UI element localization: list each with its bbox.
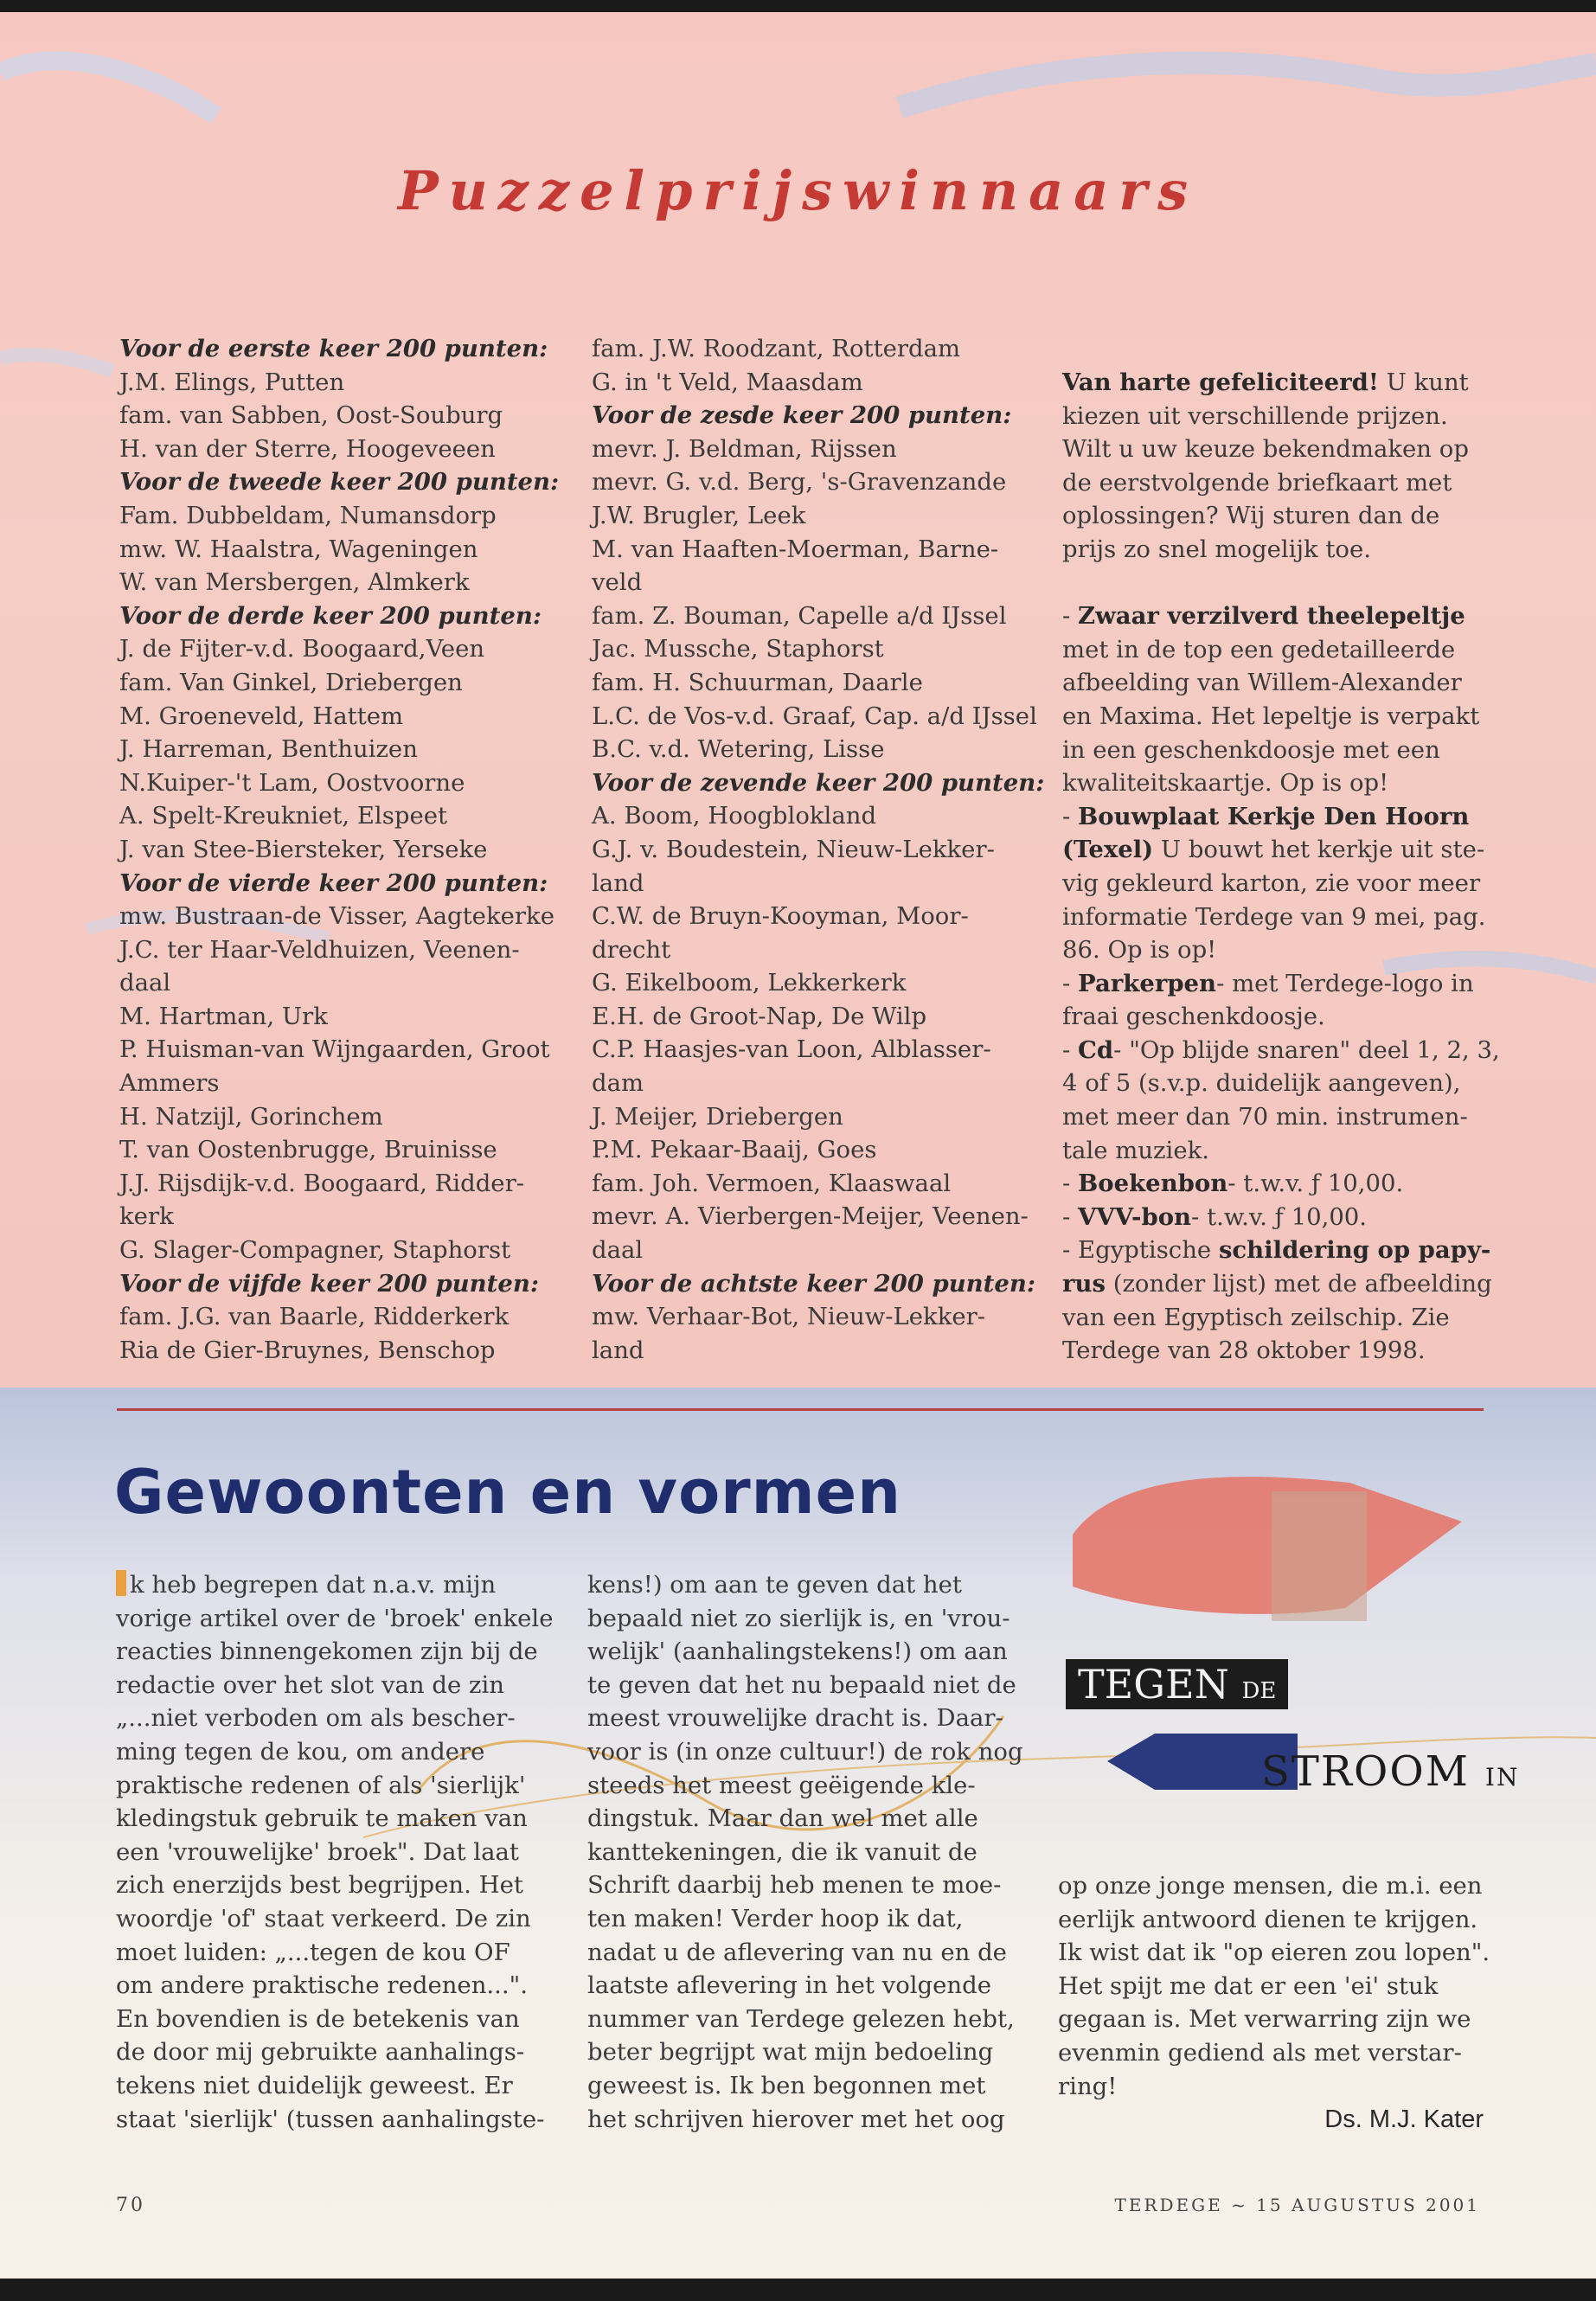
logo-word-stroom: STROOM xyxy=(1261,1747,1470,1796)
section-heading: Voor de derde keer 200 punten: xyxy=(119,601,542,630)
list-line: G. Slager-Compagner, Staphorst xyxy=(119,1236,511,1265)
article-line: nummer van Terdege gelezen hebt, xyxy=(587,2004,1015,2033)
list-line: land xyxy=(592,868,644,897)
puzzle-winners-section xyxy=(0,12,1596,1388)
list-line: mw. Bustraan-de Visser, Aagtekerke xyxy=(119,902,554,931)
list-line: fam. Z. Bouman, Capelle a/d IJssel xyxy=(592,601,1007,630)
text: k heb begrepen dat n.a.v. mijn xyxy=(130,1571,497,1599)
list-line: kerk xyxy=(119,1202,174,1231)
list-line xyxy=(1062,599,1500,633)
article-line: geweest is. Ik ben begonnen met xyxy=(587,2071,986,2099)
winners-column-1 xyxy=(119,332,559,1367)
list-line: daal xyxy=(119,969,171,997)
article-line: tekens niet duidelijk geweest. Er xyxy=(116,2071,513,2099)
author-signature: Ds. M.J. Kater xyxy=(1324,2106,1484,2133)
list-line xyxy=(1062,1267,1500,1301)
list-line: en Maxima. Het lepeltje is verpakt xyxy=(1062,702,1480,730)
list-line: prijs zo snel mogelijk toe. xyxy=(1062,535,1372,563)
bold-text: Boekenbon xyxy=(1078,1170,1228,1198)
list-line: met meer dan 70 min. instrumen- xyxy=(1062,1103,1468,1131)
column-logo-stroom xyxy=(1261,1747,1519,1796)
list-line: Fam. Dubbeldam, Numansdorp xyxy=(119,501,497,529)
list-line: mw. W. Haalstra, Wageningen xyxy=(119,535,478,563)
list-line: C.W. de Bruyn-Kooyman, Moor- xyxy=(592,902,969,931)
article-line: kanttekeningen, die ik vanuit de xyxy=(587,1837,977,1866)
list-line: J.W. Brugler, Leek xyxy=(592,501,806,529)
text: - xyxy=(1062,1035,1079,1064)
list-line: oplossingen? Wij sturen dan de xyxy=(1062,502,1440,530)
article-line: het schrijven hierover met het oog xyxy=(587,2105,1005,2133)
text: met Terdege-logo in xyxy=(1232,969,1474,997)
article-line: vorige artikel over de 'broek' enkele xyxy=(116,1604,554,1632)
article-line: om andere praktische redenen...". xyxy=(116,1971,529,2000)
bold-text: Cd xyxy=(1078,1035,1114,1064)
text: U bouwt het kerkje uit ste- xyxy=(1153,836,1485,864)
bold-text: Van harte gefeliciteerd! xyxy=(1062,369,1379,396)
article-line: moet luiden: „...tegen de kou OF xyxy=(116,1938,510,1966)
list-line xyxy=(1062,1201,1500,1234)
section-heading: Voor de vijfde keer 200 punten: xyxy=(119,1269,540,1298)
bold-text: schildering op papy- xyxy=(1218,1236,1491,1265)
bold-text: (Texel) xyxy=(1062,836,1154,864)
list-line: A. Spelt-Kreukniet, Elspeet xyxy=(119,802,448,830)
text: - xyxy=(1113,1035,1130,1064)
article-column-2 xyxy=(587,1568,1023,2136)
article-line: ten maken! Verder hoop ik dat, xyxy=(587,1904,964,1932)
list-line xyxy=(1062,366,1500,400)
list-line: Wilt u uw keuze bekendmaken op xyxy=(1062,435,1469,464)
list-line: van een Egyptisch zeilschip. Zie xyxy=(1062,1303,1450,1331)
arrow-right-shape xyxy=(1073,1477,1462,1614)
list-line: J.M. Elings, Putten xyxy=(119,368,345,396)
list-line: G.J. v. Boudestein, Nieuw-Lekker- xyxy=(592,835,995,863)
list-line: J.J. Rijsdijk-v.d. Boogaard, Ridder- xyxy=(119,1169,525,1197)
list-line: mevr. A. Vierbergen-Meijer, Veenen- xyxy=(592,1202,1029,1231)
text: "Op blijde snaren" deel 1, 2, 3, xyxy=(1129,1035,1500,1064)
article-line: zich enerzijds best begrijpen. Het xyxy=(116,1871,523,1900)
page-title: Puzzelprijswinnaars xyxy=(397,159,1198,222)
text: - xyxy=(1062,602,1079,631)
list-line: P. Huisman-van Wijngaarden, Groot xyxy=(119,1035,550,1064)
list-line: fam. J.G. van Baarle, Ridderkerk xyxy=(119,1303,510,1331)
list-line: E.H. de Groot-Nap, De Wilp xyxy=(592,1002,927,1030)
article-line: op onze jonge mensen, die m.i. een xyxy=(1058,1872,1483,1900)
article-line: bepaald niet zo sierlijk is, en 'vrou- xyxy=(587,1604,1010,1632)
logo-word-in: IN xyxy=(1484,1763,1520,1791)
winners-column-2 xyxy=(592,332,1044,1367)
article-line: „...niet verboden om als bescher- xyxy=(116,1704,516,1733)
list-line xyxy=(1062,1034,1500,1067)
wave-top-left xyxy=(0,61,216,116)
article-line: Ik wist dat ik "op eieren zou lopen". xyxy=(1058,1939,1490,1967)
list-line: H. Natzijl, Gorinchem xyxy=(119,1102,383,1131)
list-line: G. Eikelboom, Lekkerkerk xyxy=(592,969,907,997)
article-line: kledingstuk gebruik te maken van xyxy=(116,1804,528,1833)
text: - xyxy=(1191,1202,1208,1231)
bold-text: Parkerpen xyxy=(1078,969,1217,997)
article-line: dingstuk. Maar dan wel met alle xyxy=(587,1804,978,1833)
article-line: voor is (in onze cultuur!) de rok nog xyxy=(587,1737,1023,1766)
article-line: reacties binnengekomen zijn bij de xyxy=(116,1638,538,1666)
text: - Egyptische xyxy=(1062,1236,1219,1265)
section-heading: Voor de zesde keer 200 punten: xyxy=(592,401,1012,430)
article-line: kens!) om aan te geven dat het xyxy=(587,1571,962,1599)
list-line: in een geschenkdoosje met een xyxy=(1062,735,1440,764)
list-line: afbeelding van Willem-Alexander xyxy=(1062,669,1462,697)
list-line: M. Hartman, Urk xyxy=(119,1002,328,1030)
list-line: J. de Fijter-v.d. Boogaard,Veen xyxy=(119,635,485,663)
list-line: P.M. Pekaar-Baaij, Goes xyxy=(592,1136,877,1164)
text: - xyxy=(1062,1202,1079,1231)
list-line: kwaliteitskaartje. Op is op! xyxy=(1062,769,1389,798)
article-column-3 xyxy=(1058,1869,1490,2103)
list-line xyxy=(1062,833,1500,867)
list-line: J. Harreman, Benthuizen xyxy=(119,735,418,764)
list-line: vig gekleurd karton, zie voor meer xyxy=(1062,868,1481,897)
list-line: fraai geschenkdoosje. xyxy=(1062,1003,1325,1031)
list-line: mevr. J. Beldman, Rijssen xyxy=(592,434,897,463)
article-line: gegaan is. Met verwarring zijn we xyxy=(1058,2005,1471,2034)
section-heading: Voor de zevende keer 200 punten: xyxy=(592,768,1045,797)
list-line: 4 of 5 (s.v.p. duidelijk aangeven), xyxy=(1062,1069,1461,1098)
list-line: 86. Op is op! xyxy=(1062,936,1217,965)
list-line: B.C. v.d. Wetering, Lisse xyxy=(592,735,885,764)
article-line: En bovendien is de betekenis van xyxy=(116,2004,520,2033)
bold-text: rus xyxy=(1062,1270,1106,1298)
list-line: Terdege van 28 oktober 1998. xyxy=(1062,1336,1426,1365)
list-line: land xyxy=(592,1336,644,1364)
section-heading: Voor de vierde keer 200 punten: xyxy=(119,868,548,897)
article-heading: Gewoonten en vormen xyxy=(114,1457,901,1528)
list-line: A. Boom, Hoogblokland xyxy=(592,802,877,830)
text: U kunt xyxy=(1378,369,1469,396)
section-heading: Voor de achtste keer 200 punten: xyxy=(592,1269,1036,1298)
text: - xyxy=(1227,1170,1244,1198)
list-line: Ria de Gier-Bruynes, Benschop xyxy=(119,1336,496,1364)
page-number: 70 xyxy=(116,2195,145,2216)
portrait-photo xyxy=(1272,1491,1367,1621)
list-line: J. Meijer, Driebergen xyxy=(592,1102,843,1131)
text: - xyxy=(1062,1170,1079,1198)
list-line: mw. Verhaar-Bot, Nieuw-Lekker- xyxy=(592,1303,986,1331)
text: t.w.v. ƒ 10,00. xyxy=(1243,1170,1404,1198)
list-line xyxy=(1062,1234,1500,1267)
list-line: fam. J.W. Roodzant, Rotterdam xyxy=(592,335,961,362)
article-line: beter begrijpt wat mijn bedoeling xyxy=(587,2038,994,2067)
text: t.w.v. ƒ 10,00. xyxy=(1207,1202,1368,1231)
list-line: drecht xyxy=(592,935,671,964)
list-line: N.Kuiper-'t Lam, Oostvoorne xyxy=(119,768,465,797)
section-heading: Voor de eerste keer 200 punten: xyxy=(119,335,548,362)
article-line: Schrift daarbij heb menen te moe- xyxy=(587,1871,1002,1900)
list-line: T. van Oostenbrugge, Bruinisse xyxy=(119,1136,497,1164)
list-line: dam xyxy=(592,1069,644,1098)
article-line: Het spijt me dat er een 'ei' stuk xyxy=(1058,1971,1439,2000)
list-line: G. in 't Veld, Maasdam xyxy=(592,368,863,396)
section-heading: Voor de tweede keer 200 punten: xyxy=(119,468,560,497)
logo-word-tegen: TEGEN xyxy=(1078,1661,1229,1708)
list-line: M. Groeneveld, Hattem xyxy=(119,702,404,730)
list-line: kiezen uit verschillende prijzen. xyxy=(1062,401,1448,430)
list-line: mevr. G. v.d. Berg, 's-Gravenzande xyxy=(592,468,1007,497)
article-line xyxy=(116,1568,554,1602)
article-line: praktische redenen of als 'sierlijk' xyxy=(116,1771,526,1799)
article-line: een 'vrouwelijke' broek". Dat laat xyxy=(116,1837,519,1866)
article-line: meest vrouwelijke dracht is. Daar- xyxy=(587,1704,1003,1733)
list-line: fam. van Sabben, Oost-Souburg xyxy=(119,401,503,430)
list-line: M. van Haaften-Moerman, Barne- xyxy=(592,535,999,563)
list-line: J.C. ter Haar-Veldhuizen, Veenen- xyxy=(119,935,520,964)
list-line: veld xyxy=(592,568,643,597)
list-line: informatie Terdege van 9 mei, pag. xyxy=(1062,902,1486,931)
article-line: te geven dat het nu bepaald niet de xyxy=(587,1670,1016,1699)
text: (zonder lijst) met de afbeelding xyxy=(1105,1270,1492,1298)
column-logo-tegen xyxy=(1066,1659,1288,1709)
wave-left xyxy=(0,355,112,371)
list-line xyxy=(1062,967,1500,1001)
article-line: de door mij gebruikte aanhalings- xyxy=(116,2038,525,2067)
bold-text: Zwaar verzilverd theelepeltje xyxy=(1078,602,1465,631)
publication-footer: TERDEGE ~ 15 AUGUSTUS 2001 xyxy=(1114,2195,1480,2215)
bold-text: Bouwplaat Kerkje Den Hoorn xyxy=(1078,802,1470,830)
list-line: fam. H. Schuurman, Daarle xyxy=(592,668,923,696)
text: - xyxy=(1062,969,1079,997)
list-line xyxy=(1062,800,1500,834)
list-line: met in de top een gedetailleerde xyxy=(1062,635,1456,663)
list-line: C.P. Haasjes-van Loon, Alblasser- xyxy=(592,1035,991,1064)
article-line: evenmin gediend als met verstar- xyxy=(1058,2038,1462,2067)
list-line: L.C. de Vos-v.d. Graaf, Cap. a/d IJssel xyxy=(592,702,1037,730)
article-line: steeds het meest geëigende kle- xyxy=(587,1771,976,1799)
list-line: Jac. Mussche, Staphorst xyxy=(592,635,884,663)
article-line: laatste aflevering in het volgende xyxy=(587,1971,992,2000)
magazine-page xyxy=(0,12,1596,2279)
article-line: nadat u de aflevering van nu en de xyxy=(587,1938,1007,1966)
article-line: staat 'sierlijk' (tussen aanhalingste- xyxy=(116,2105,545,2133)
bold-text: VVV-bon xyxy=(1078,1202,1192,1231)
section-divider xyxy=(117,1408,1484,1411)
list-line: H. van der Sterre, Hoogeveeen xyxy=(119,434,496,463)
list-line: tale muziek. xyxy=(1062,1136,1210,1164)
article-line: ming tegen de kou, om andere xyxy=(116,1737,485,1766)
wave-top-right xyxy=(900,63,1596,107)
list-line: fam. Van Ginkel, Driebergen xyxy=(119,668,463,696)
prizes-column xyxy=(1062,366,1500,1368)
list-line: Ammers xyxy=(119,1069,220,1098)
list-line: W. van Mersbergen, Almkerk xyxy=(119,568,470,597)
list-line xyxy=(1062,567,1500,600)
article-line: redactie over het slot van de zin xyxy=(116,1670,504,1699)
article-line: woordje 'of' staat verkeerd. De zin xyxy=(116,1904,531,1932)
text: - xyxy=(1062,802,1079,830)
list-line: de eerstvolgende briefkaart met xyxy=(1062,468,1452,497)
drop-cap xyxy=(116,1570,126,1596)
list-line: fam. Joh. Vermoen, Klaaswaal xyxy=(592,1169,952,1197)
article-line: welijk' (aanhalingstekens!) om aan xyxy=(587,1638,1008,1666)
article-line: eerlijk antwoord dienen te krijgen. xyxy=(1058,1905,1478,1933)
logo-word-de: DE xyxy=(1241,1678,1277,1704)
article-column-1 xyxy=(116,1568,554,2136)
article-line: ring! xyxy=(1058,2072,1118,2100)
list-line: J. van Stee-Biersteker, Yerseke xyxy=(119,835,488,863)
text: - xyxy=(1216,969,1233,997)
list-line xyxy=(1062,1167,1500,1201)
list-line: daal xyxy=(592,1236,644,1265)
